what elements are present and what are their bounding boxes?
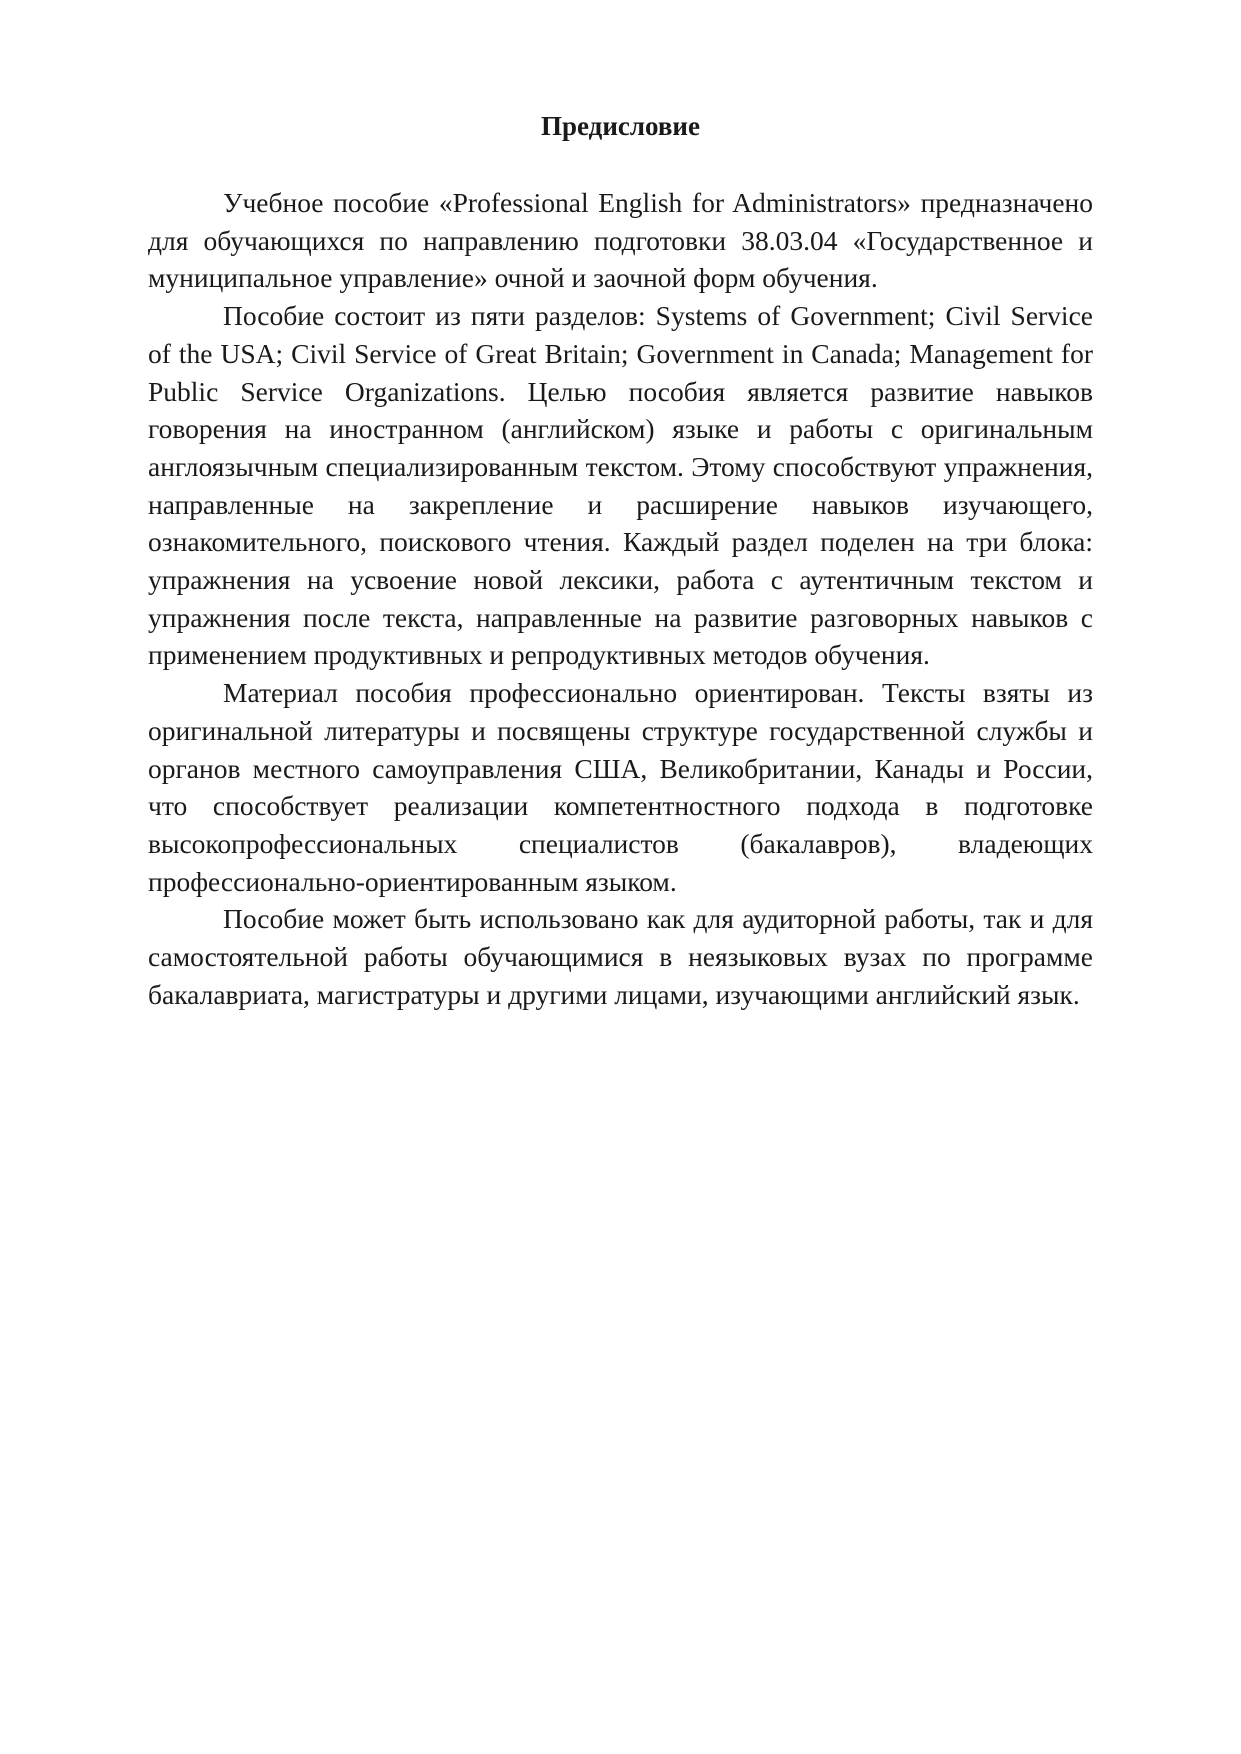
- document-body: [148, 108, 1093, 1013]
- page-title: Предисловие: [541, 111, 700, 141]
- paragraph-usage: Пособие может быть использовано как для аудиторной работы, так и для самостоятельной работы обучающимися в неязыковых вузах по программе бакалавриата, магистратуры и другими лицами, изучающими английский язык.: [148, 903, 1093, 1010]
- paragraph-intro: Учебное пособие «Professional English for Administrators» предназначено для обучающихся по направлению подготовки 38.03.04 «Государственное и муниципальное управление» очной и заочной форм обучения.: [148, 187, 1093, 294]
- paragraph-structure: Пособие состоит из пяти разделов: Systems of Government; Civil Service of the USA; Civil Service of Great Britain; Government in Canada; Management for Public Service Organizations. Целью пособия является развитие навыков говорения на иностранном (английском) языке и работы с оригинальным англоязычным специализированным текстом. Этому способствуют упражнения, направленные на закрепление и расширение навыков изучающего, ознакомительного, поискового чтения. Каждый раздел поделен на три блока: упражнения на усвоение новой лексики, работа с аутентичным текстом и упражнения после текста, направленные на развитие разговорных навыков с применением продуктивных и репродуктивных методов обучения.: [148, 300, 1093, 671]
- paragraph-material: Материал пособия профессионально ориентирован. Тексты взяты из оригинальной литературы и посвящены структуре государственной службы и органов местного самоуправления США, Великобритании, Канады и России, что способствует реализации компетентностного подхода в подготовке высокопрофессиональных специалистов (бакалавров), владеющих профессионально-ориентированным языком.: [148, 677, 1093, 897]
